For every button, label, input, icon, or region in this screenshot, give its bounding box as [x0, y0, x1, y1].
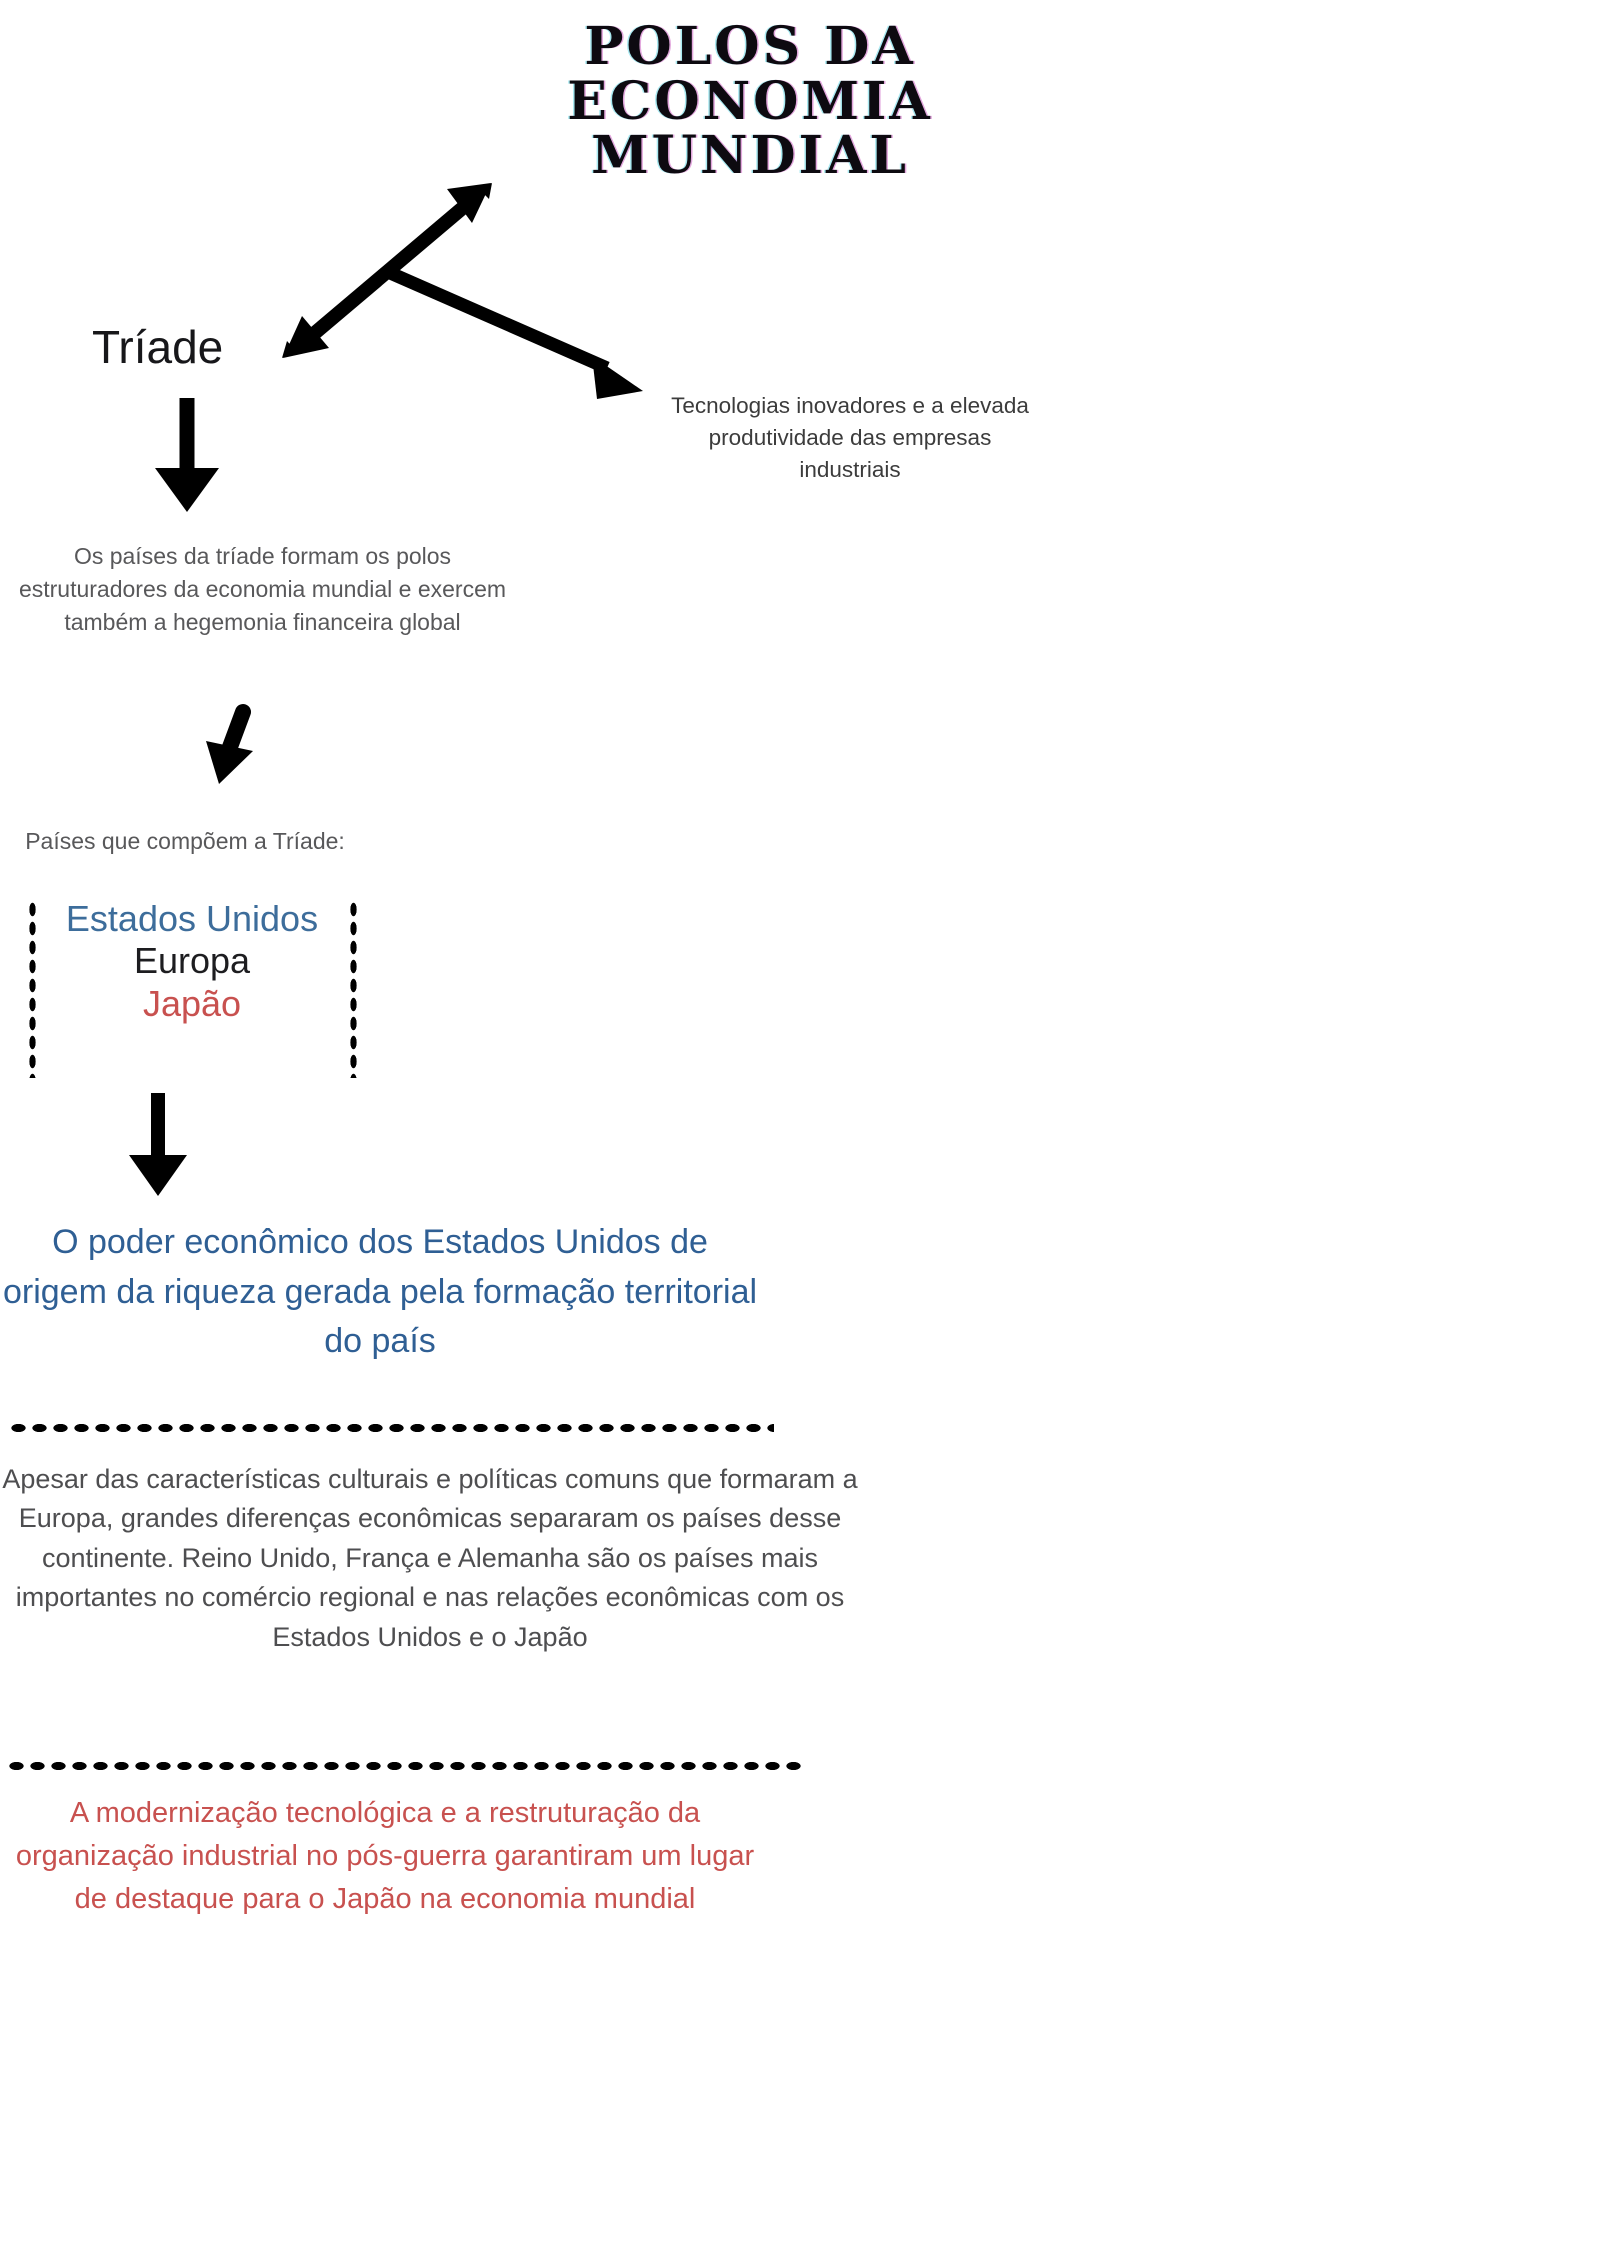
arrow-title-to-technologies	[388, 272, 643, 399]
arrow-countries-to-us-power	[129, 1093, 187, 1196]
node-countries-label: Países que compõem a Tríade:	[25, 828, 345, 854]
double-headed-diagonal-arrow	[282, 183, 492, 358]
dotted-divider-after-europe-paragraph	[6, 1760, 806, 1772]
page-title-line-3: MUNDIAL	[591, 125, 909, 187]
page-title	[520, 16, 980, 187]
list-item-estados-unidos: Estados Unidos	[65, 898, 319, 939]
arrow-triade-to-description	[155, 398, 219, 512]
node-us-power-heading: O poder econômico dos Estados Unidos de origem da riqueza gerada pela formação territorial do país	[2, 1223, 758, 1361]
page-title-line-2: ECONOMIA	[567, 70, 933, 132]
country-list	[42, 898, 342, 1025]
arrow-description-to-countries	[206, 712, 253, 784]
node-technologies-text: Tecnologias inovadores e a elevada produtividade das empresas industriais	[671, 393, 1029, 482]
page-title-line-1: POLOS DA	[584, 16, 916, 77]
node-europe-paragraph: Apesar das características culturais e políticas comuns que formaram a Europa, grandes diferenças econômicas separaram os países desse continente. Reino Unido, França e Alemanha são os países mais importantes no comércio regional e nas relações econômicas com os Estados Unidos e o Japão	[2, 1464, 858, 1652]
list-item-japao: Japão	[142, 982, 242, 1024]
dotted-rail-right	[349, 898, 358, 1078]
list-item-europa: Europa	[133, 940, 251, 982]
node-triade-label: Tríade	[92, 321, 224, 373]
node-triade-description: Os países da tríade formam os polos estruturadores da economia mundial e exercem também a hegemonia financeira global	[18, 543, 507, 635]
dotted-rail-left	[28, 898, 37, 1078]
node-japan-paragraph: A modernização tecnológica e a restruturação da organização industrial no pós-guerra garantiram um lugar de destaque para o Japão na economia mundial	[15, 1797, 755, 1915]
dotted-divider-after-us-heading	[8, 1422, 774, 1434]
country-list-box	[24, 898, 360, 1078]
